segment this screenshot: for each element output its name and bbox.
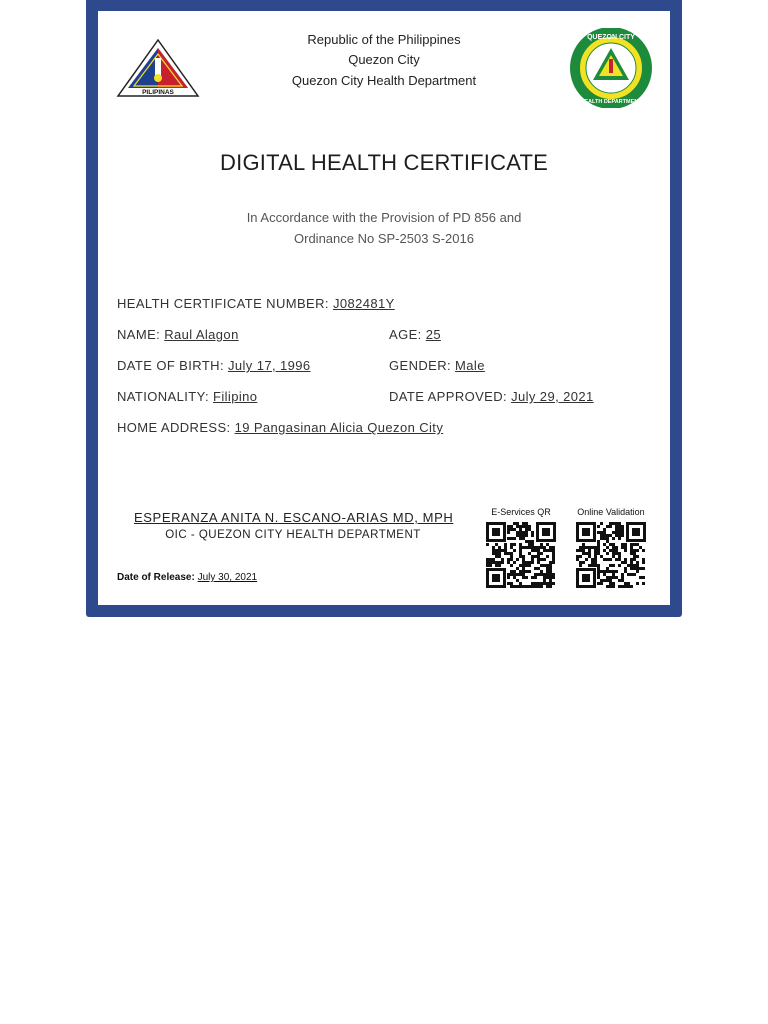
- qr-module: [582, 561, 585, 564]
- release-value: July 30, 2021: [197, 572, 258, 583]
- field-label: HEALTH CERTIFICATE NUMBER:: [117, 296, 333, 311]
- qr-module: [507, 576, 510, 579]
- quezon-city-seal-icon: [116, 38, 200, 98]
- qr-module: [624, 549, 627, 552]
- qr-module: [630, 585, 633, 588]
- qr-module: [534, 576, 537, 579]
- qr-finder: [486, 568, 506, 588]
- qr-module: [501, 561, 504, 564]
- release-label: Date of Release:: [117, 572, 195, 583]
- qr-module: [525, 534, 528, 537]
- field-value: July 17, 1996: [227, 358, 311, 373]
- eservices-qr-code[interactable]: [486, 522, 556, 588]
- subtitle-line-1: In Accordance with the Provision of PD 856 and: [246, 210, 522, 225]
- qr-finder: [536, 522, 556, 542]
- qr-module: [621, 534, 624, 537]
- header-line-department: Quezon City Health Department: [291, 73, 477, 88]
- qr-module: [642, 549, 645, 552]
- age-field: [389, 327, 441, 342]
- qr-module: [612, 564, 615, 567]
- cert-number-field: [117, 296, 395, 311]
- release-date: [117, 572, 257, 583]
- qr-module: [525, 576, 528, 579]
- qr-module: [609, 525, 612, 528]
- field-value: Male: [455, 358, 485, 373]
- qr-module: [498, 564, 501, 567]
- qr-module: [585, 558, 588, 561]
- eservices-qr-label: E-Services QR: [491, 507, 551, 517]
- qr-module: [618, 564, 621, 567]
- field-value: Raul Alagon: [164, 327, 239, 342]
- field-label: AGE:: [389, 327, 426, 342]
- header-line-republic: Republic of the Philippines: [307, 32, 461, 47]
- gender-field: [389, 358, 485, 373]
- name-field: [117, 327, 239, 342]
- qr-module: [633, 573, 636, 576]
- home-address-field: [117, 420, 443, 435]
- signatory-position: OIC - QUEZON CITY HEALTH DEPARTMENT: [165, 529, 421, 541]
- qr-module: [636, 555, 639, 558]
- qr-module: [543, 558, 546, 561]
- qr-module: [528, 564, 531, 567]
- qr-module: [507, 531, 510, 534]
- qr-module: [549, 585, 552, 588]
- qr-module: [489, 564, 492, 567]
- qr-module: [618, 537, 621, 540]
- qr-module: [636, 570, 639, 573]
- qr-module: [642, 582, 645, 585]
- qr-module: [552, 561, 555, 564]
- dob-field: [117, 358, 311, 373]
- online-validation-qr-code[interactable]: [576, 522, 646, 588]
- seal-text-bottom: PILIPINAS: [142, 89, 174, 96]
- field-value: 19 Pangasinan Alicia Quezon City: [234, 420, 444, 435]
- qr-module: [609, 558, 612, 561]
- online-validation-label: Online Validation: [577, 507, 645, 517]
- seal-text-top: QUEZON CITY: [587, 34, 635, 41]
- signatory-name: ESPERANZA ANITA N. ESCANO-ARIAS MD, MPH: [134, 510, 454, 525]
- field-value: J082481Y: [332, 296, 395, 311]
- field-label: DATE OF BIRTH:: [117, 358, 228, 373]
- qr-module: [510, 564, 513, 567]
- field-value: 25: [425, 327, 441, 342]
- qr-module: [579, 555, 582, 558]
- qr-module: [600, 582, 603, 585]
- qr-module: [642, 567, 645, 570]
- qr-module: [552, 576, 555, 579]
- qr-module: [528, 570, 531, 573]
- qr-module: [513, 561, 516, 564]
- field-value: Filipino: [212, 389, 258, 404]
- qr-module: [636, 549, 639, 552]
- qr-module: [531, 534, 534, 537]
- qr-finder: [626, 522, 646, 542]
- subtitle-line-2: Ordinance No SP-2503 S-2016: [294, 231, 474, 246]
- qr-module: [612, 585, 615, 588]
- qr-module: [636, 582, 639, 585]
- nationality-field: [117, 389, 257, 404]
- qr-module: [513, 549, 516, 552]
- field-value: July 29, 2021: [511, 389, 594, 404]
- certificate-title: DIGITAL HEALTH CERTIFICATE: [220, 150, 548, 175]
- field-label: NATIONALITY:: [117, 389, 213, 404]
- qr-module: [606, 552, 609, 555]
- qr-module: [546, 555, 549, 558]
- qr-module: [615, 570, 618, 573]
- qr-module: [513, 543, 516, 546]
- qr-module: [642, 576, 645, 579]
- qr-module: [540, 552, 543, 555]
- qr-module: [531, 561, 534, 564]
- seal-text-bottom: HEALTH DEPARTMENT: [580, 99, 642, 105]
- qr-module: [642, 561, 645, 564]
- qr-module: [612, 537, 615, 540]
- qr-module: [600, 522, 603, 525]
- qr-module: [486, 543, 489, 546]
- qr-module: [597, 525, 600, 528]
- qr-finder: [486, 522, 506, 542]
- qr-module: [516, 558, 519, 561]
- field-label: NAME:: [117, 327, 165, 342]
- field-label: HOME ADDRESS:: [117, 420, 235, 435]
- field-label: GENDER:: [389, 358, 456, 373]
- qr-finder: [576, 522, 596, 542]
- qr-module: [540, 585, 543, 588]
- header-line-city: Quezon City: [348, 52, 420, 67]
- qr-module: [552, 582, 555, 585]
- qr-module: [513, 537, 516, 540]
- qr-module: [579, 564, 582, 567]
- date-approved-field: [389, 389, 594, 404]
- field-label: DATE APPROVED:: [389, 389, 512, 404]
- qr-finder: [576, 568, 596, 588]
